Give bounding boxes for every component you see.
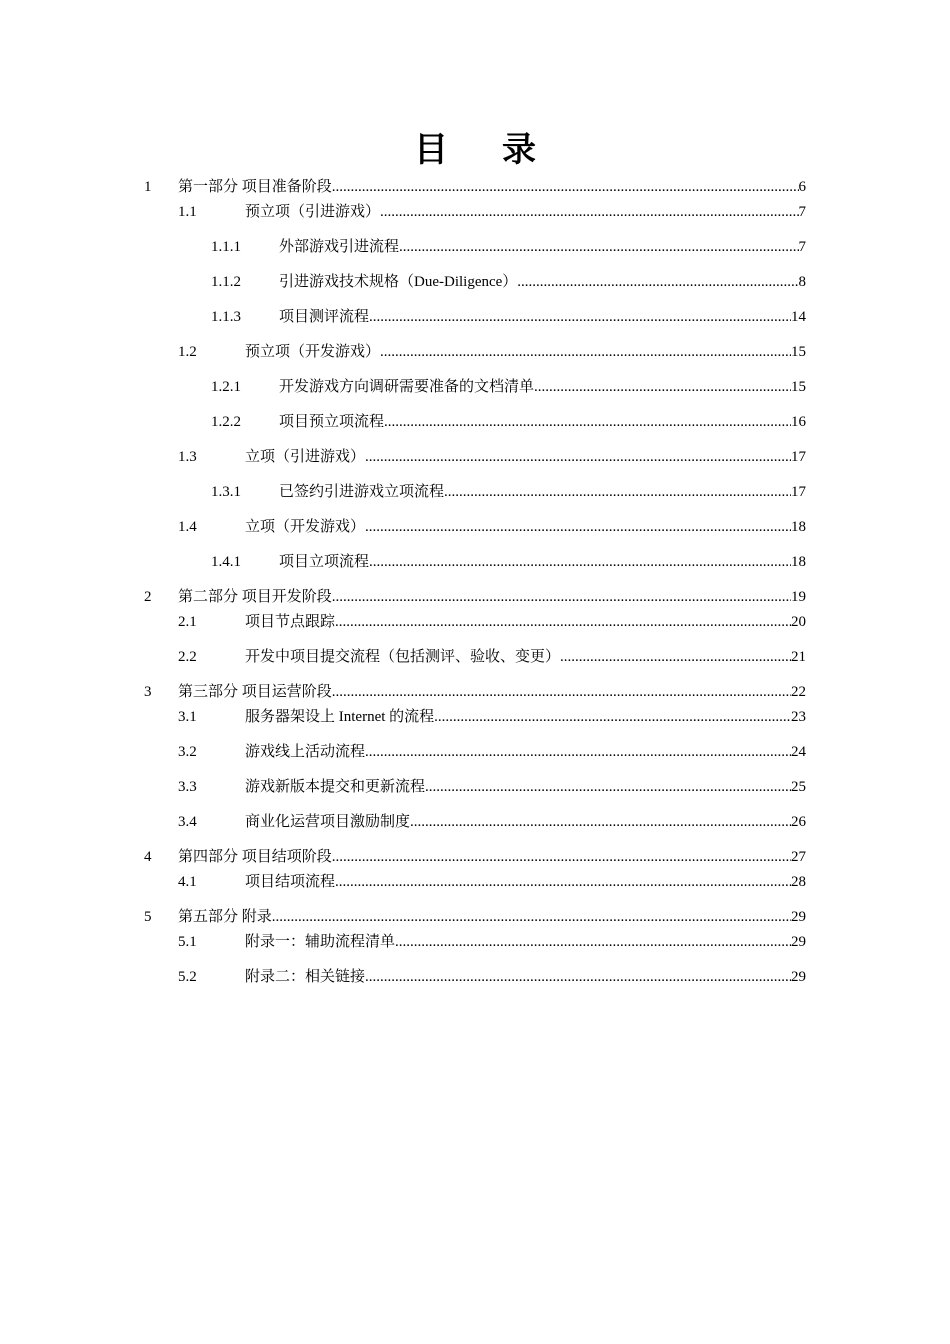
toc-entry[interactable]	[0, 706, 950, 728]
toc-entry[interactable]	[0, 811, 950, 833]
toc-entry-line	[245, 811, 806, 833]
toc-entry-page-number: 7	[798, 239, 806, 255]
toc-entry-label: 附录二：相关链接	[245, 966, 365, 988]
toc-entry-number: 2	[144, 589, 152, 605]
toc-entry[interactable]	[0, 176, 950, 198]
toc-entry[interactable]	[0, 846, 950, 868]
toc-entry-line	[245, 646, 806, 668]
toc-dot-leader	[444, 481, 791, 503]
toc-entry-number: 5.1	[178, 934, 197, 950]
toc-entry-number: 5	[144, 909, 152, 925]
toc-entry[interactable]	[0, 201, 950, 223]
toc-dot-leader	[434, 706, 791, 728]
toc-entry-page-number: 18	[791, 554, 806, 570]
toc-entry-label: 游戏新版本提交和更新流程	[245, 776, 425, 798]
toc-dot-leader	[365, 966, 791, 988]
toc-dot-leader	[332, 681, 791, 703]
toc-entry-line	[245, 446, 806, 468]
toc-entry[interactable]	[0, 411, 950, 433]
toc-entry-number: 1.2.2	[211, 414, 241, 430]
toc-entry-label: 项目节点跟踪	[245, 611, 335, 633]
toc-entry-label: 第三部分 项目运营阶段	[178, 681, 332, 703]
toc-entry-line	[279, 411, 806, 433]
toc-entry-line	[245, 966, 806, 988]
toc-entry[interactable]	[0, 611, 950, 633]
toc-entry[interactable]	[0, 481, 950, 503]
toc-entry-page-number: 21	[791, 649, 806, 665]
toc-entry-page-number: 29	[791, 969, 806, 985]
toc-entry-page-number: 15	[791, 344, 806, 360]
toc-entry-page-number: 29	[791, 909, 806, 925]
toc-dot-leader	[380, 201, 798, 223]
toc-entry-line	[178, 906, 806, 928]
toc-entry-label: 第二部分 项目开发阶段	[178, 586, 332, 608]
toc-entry-label: 预立项（引进游戏）	[245, 201, 380, 223]
toc-entry-line	[178, 586, 806, 608]
toc-entry-label: 外部游戏引进流程	[279, 236, 399, 258]
toc-dot-leader	[332, 586, 791, 608]
toc-entry-page-number: 17	[791, 449, 806, 465]
toc-dot-leader	[534, 376, 791, 398]
toc-entry-label: 立项（开发游戏）	[245, 516, 365, 538]
toc-entry-number: 3.2	[178, 744, 197, 760]
toc-entry-page-number: 17	[791, 484, 806, 500]
toc-entry[interactable]	[0, 906, 950, 928]
toc-entry-label: 第一部分 项目准备阶段	[178, 176, 332, 198]
toc-entry-line	[245, 201, 806, 223]
toc-entry-label: 附录一：辅助流程清单	[245, 931, 395, 953]
toc-entry-label: 项目测评流程	[279, 306, 369, 328]
toc-entry-line	[178, 176, 806, 198]
toc-entry-line	[245, 871, 806, 893]
toc-entry-line	[279, 236, 806, 258]
toc-entry-page-number: 26	[791, 814, 806, 830]
toc-entry-number: 3.4	[178, 814, 197, 830]
toc-dot-leader	[365, 741, 791, 763]
toc-entry-label: 引进游戏技术规格（Due-Diligence）	[279, 271, 517, 293]
toc-entry-number: 1.1.1	[211, 239, 241, 255]
toc-dot-leader	[365, 516, 791, 538]
toc-entry-number: 1.2.1	[211, 379, 241, 395]
toc-entry-line	[245, 776, 806, 798]
toc-entry-number: 4	[144, 849, 152, 865]
toc-entry[interactable]	[0, 586, 950, 608]
toc-entry-page-number: 25	[791, 779, 806, 795]
toc-entry-page-number: 20	[791, 614, 806, 630]
toc-entry-label: 项目结项流程	[245, 871, 335, 893]
toc-entry-label: 立项（引进游戏）	[245, 446, 365, 468]
toc-entry[interactable]	[0, 741, 950, 763]
toc-entry-page-number: 19	[791, 589, 806, 605]
toc-entry[interactable]	[0, 341, 950, 363]
toc-entry-label: 开发中项目提交流程（包括测评、验收、变更）	[245, 646, 560, 668]
toc-entry-page-number: 27	[791, 849, 806, 865]
toc-dot-leader	[332, 846, 791, 868]
toc-entry-label: 第四部分 项目结项阶段	[178, 846, 332, 868]
toc-entry-number: 1.3	[178, 449, 197, 465]
toc-entry-page-number: 22	[791, 684, 806, 700]
toc-entry-line	[279, 376, 806, 398]
toc-entry-line	[245, 741, 806, 763]
toc-entry[interactable]	[0, 551, 950, 573]
toc-dot-leader	[425, 776, 791, 798]
toc-entry[interactable]	[0, 236, 950, 258]
toc-entry-line	[279, 551, 806, 573]
toc-entry-label: 商业化运营项目激励制度	[245, 811, 410, 833]
toc-entry-number: 1	[144, 179, 152, 195]
toc-dot-leader	[335, 871, 791, 893]
toc-entry-page-number: 16	[791, 414, 806, 430]
toc-entry-page-number: 15	[791, 379, 806, 395]
toc-entry-label: 已签约引进游戏立项流程	[279, 481, 444, 503]
toc-entry-page-number: 8	[798, 274, 806, 290]
toc-entry-line	[279, 271, 806, 293]
toc-entry-number: 1.1	[178, 204, 197, 220]
toc-entry-number: 4.1	[178, 874, 197, 890]
toc-entry-label: 预立项（开发游戏）	[245, 341, 380, 363]
toc-entry[interactable]	[0, 966, 950, 988]
toc-dot-leader	[380, 341, 791, 363]
toc-entry[interactable]	[0, 871, 950, 893]
toc-entry-line	[245, 516, 806, 538]
toc-entry-number: 1.1.2	[211, 274, 241, 290]
toc-entry-label: 项目预立项流程	[279, 411, 384, 433]
toc-entry[interactable]	[0, 376, 950, 398]
toc-entry-page-number: 14	[791, 309, 806, 325]
toc-dot-leader	[272, 906, 791, 928]
toc-entry-page-number: 24	[791, 744, 806, 760]
toc-entry-number: 1.4	[178, 519, 197, 535]
toc-entry-number: 1.2	[178, 344, 197, 360]
toc-entry-page-number: 29	[791, 934, 806, 950]
toc-dot-leader	[410, 811, 791, 833]
toc-entry[interactable]	[0, 516, 950, 538]
toc-entry[interactable]	[0, 306, 950, 328]
toc-entry-page-number: 18	[791, 519, 806, 535]
toc-entry-number: 5.2	[178, 969, 197, 985]
toc-entry-number: 1.1.3	[211, 309, 241, 325]
toc-entry-number: 3.3	[178, 779, 197, 795]
toc-entry-page-number: 28	[791, 874, 806, 890]
toc-entry[interactable]	[0, 776, 950, 798]
toc-entry-line	[279, 481, 806, 503]
toc-entry-page-number: 23	[791, 709, 806, 725]
toc-dot-leader	[332, 176, 799, 198]
toc-dot-leader	[395, 931, 791, 953]
toc-entry-label: 服务器架设上 Internet 的流程	[245, 706, 434, 728]
toc-entry-line	[178, 681, 806, 703]
toc-entry-line	[178, 846, 806, 868]
toc-entry[interactable]	[0, 931, 950, 953]
toc-entry-number: 2.1	[178, 614, 197, 630]
toc-entry-page-number: 7	[798, 204, 806, 220]
toc-entry[interactable]	[0, 646, 950, 668]
toc-dot-leader	[369, 306, 791, 328]
toc-entry-line	[245, 611, 806, 633]
toc-entry[interactable]	[0, 681, 950, 703]
toc-dot-leader	[335, 611, 791, 633]
toc-entry-line	[279, 306, 806, 328]
toc-entry-line	[245, 341, 806, 363]
toc-dot-leader	[399, 236, 798, 258]
toc-dot-leader	[517, 271, 798, 293]
toc-title: 目录	[414, 130, 590, 170]
toc-dot-leader	[365, 446, 791, 468]
toc-dot-leader	[560, 646, 791, 668]
toc-entry-line	[245, 931, 806, 953]
toc-entry-label: 游戏线上活动流程	[245, 741, 365, 763]
toc-entry-number: 1.3.1	[211, 484, 241, 500]
toc-dot-leader	[384, 411, 791, 433]
toc-entry-number: 3	[144, 684, 152, 700]
toc-entry-number: 2.2	[178, 649, 197, 665]
toc-dot-leader	[369, 551, 791, 573]
toc-entry-label: 第五部分 附录	[178, 906, 272, 928]
toc-entry-label: 项目立项流程	[279, 551, 369, 573]
toc-entry-number: 3.1	[178, 709, 197, 725]
toc-entry[interactable]	[0, 271, 950, 293]
toc-entry-label: 开发游戏方向调研需要准备的文档清单	[279, 376, 534, 398]
toc-entry-page-number: 6	[798, 179, 806, 195]
toc-entry-number: 1.4.1	[211, 554, 241, 570]
toc-entry[interactable]	[0, 446, 950, 468]
toc-entry-line	[245, 706, 806, 728]
